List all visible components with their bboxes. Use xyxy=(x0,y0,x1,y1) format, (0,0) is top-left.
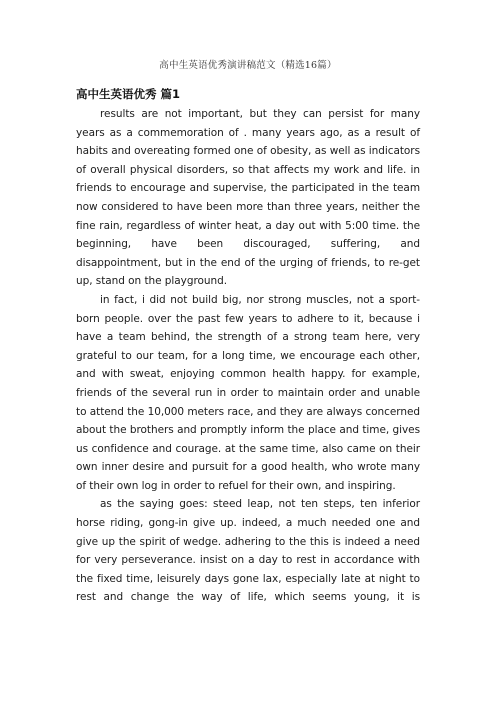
paragraph-1: results are not important, but they can persist for many years as a commemoration of . many years ago, as a result of habits and overeating formed one of obesity, as well as indicators of overall physical disorders, so that affects my work and life. in friends to encourage and supervise, the participated in the team now considered to have been more than three years, neither the fine rain, regardless of winter heat, a day out with 5:00 time. the beginning, have been discouraged, suffering, and disappointment, but in the end of the urging of friends, to re-get up, stand on the playground. xyxy=(76,108,420,288)
body-text xyxy=(76,105,420,607)
section-title: 高中生英语优秀 篇1 xyxy=(76,87,181,101)
paragraph-3: as the saying goes: steed leap, not ten steps, ten inferior horse riding, gong-in give up. indeed, a much needed one and give up the spirit of wedge. adhering to the this is indeed a need for very perseverance. insist on a day to rest in accordance with the fixed time, leisurely days gone lax, especially late at night to rest and change the way of life, which seems young, it is xyxy=(76,498,420,604)
running-header: 高中生英语优秀演讲稿范文（精选16篇） xyxy=(159,60,337,71)
paragraph-2: in fact, i did not build big, nor strong muscles, not a sport-born people. over the past few years to adhere to it, because i have a team behind, the strength of a strong team here, very grateful to our team, for a long time, we encourage each other, and with sweat, enjoying common health happy. for example, friends of the several run in order to maintain order and unable to attend the 10,000 meters race, and they are always concerned about the brothers and promptly inform the place and time, gives us confidence and courage. at the same time, also came on their own inner desire and pursuit for a good health, who wrote many of their own log in order to refuel for their own, and inspiring. xyxy=(76,293,420,492)
